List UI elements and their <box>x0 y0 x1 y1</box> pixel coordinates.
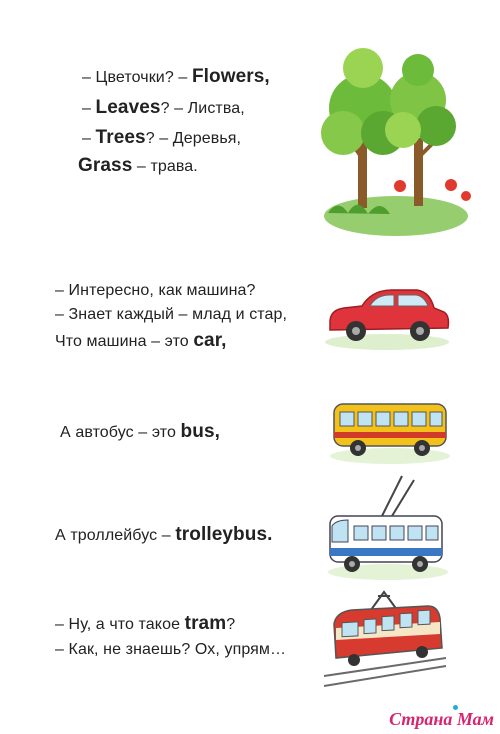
stanza2-line2: – Знает каждый – млад и стар, <box>55 306 288 323</box>
stanza1-line4 <box>78 155 198 177</box>
stanza1-line1 <box>82 66 270 88</box>
text: А автобус – это <box>60 424 181 441</box>
stanza5-line1 <box>55 613 235 635</box>
trees-icon <box>318 38 478 238</box>
stanza2-line1: – Интересно, как машина? <box>55 282 256 299</box>
english-word: Flowers, <box>191 66 270 87</box>
english-word: Leaves <box>95 97 161 118</box>
text: – <box>82 100 96 117</box>
text: ? – Листва, <box>160 100 245 117</box>
car-icon <box>322 282 452 352</box>
watermark: Страна Мам <box>389 709 494 729</box>
stanza4-line <box>55 524 273 546</box>
english-word: Trees <box>95 127 146 148</box>
text: – Ну, а что такое <box>55 616 185 633</box>
english-word: Grass <box>78 155 133 176</box>
text: А троллейбус – <box>55 527 176 544</box>
english-word: car, <box>193 330 227 351</box>
stanza3-line <box>60 421 220 443</box>
text: Что машина – это <box>55 333 194 350</box>
stanza1-line2 <box>82 97 245 119</box>
english-word: bus, <box>180 421 221 442</box>
english-word: tram <box>184 613 227 634</box>
stanza1-line3 <box>82 127 241 149</box>
text: – трава. <box>132 158 198 175</box>
text: – <box>82 130 96 147</box>
tram-icon <box>318 588 453 693</box>
english-word: trolleybus. <box>175 524 273 545</box>
stanza2-line3 <box>55 330 227 352</box>
stanza5-line2: – Как, не знаешь? Ох, упрям… <box>55 641 287 658</box>
text: ? – Деревья, <box>145 130 242 147</box>
text: – Цветочки? – <box>82 69 192 86</box>
text: ? <box>226 616 236 633</box>
trolleybus-icon <box>322 472 452 582</box>
bus-icon <box>328 396 453 466</box>
